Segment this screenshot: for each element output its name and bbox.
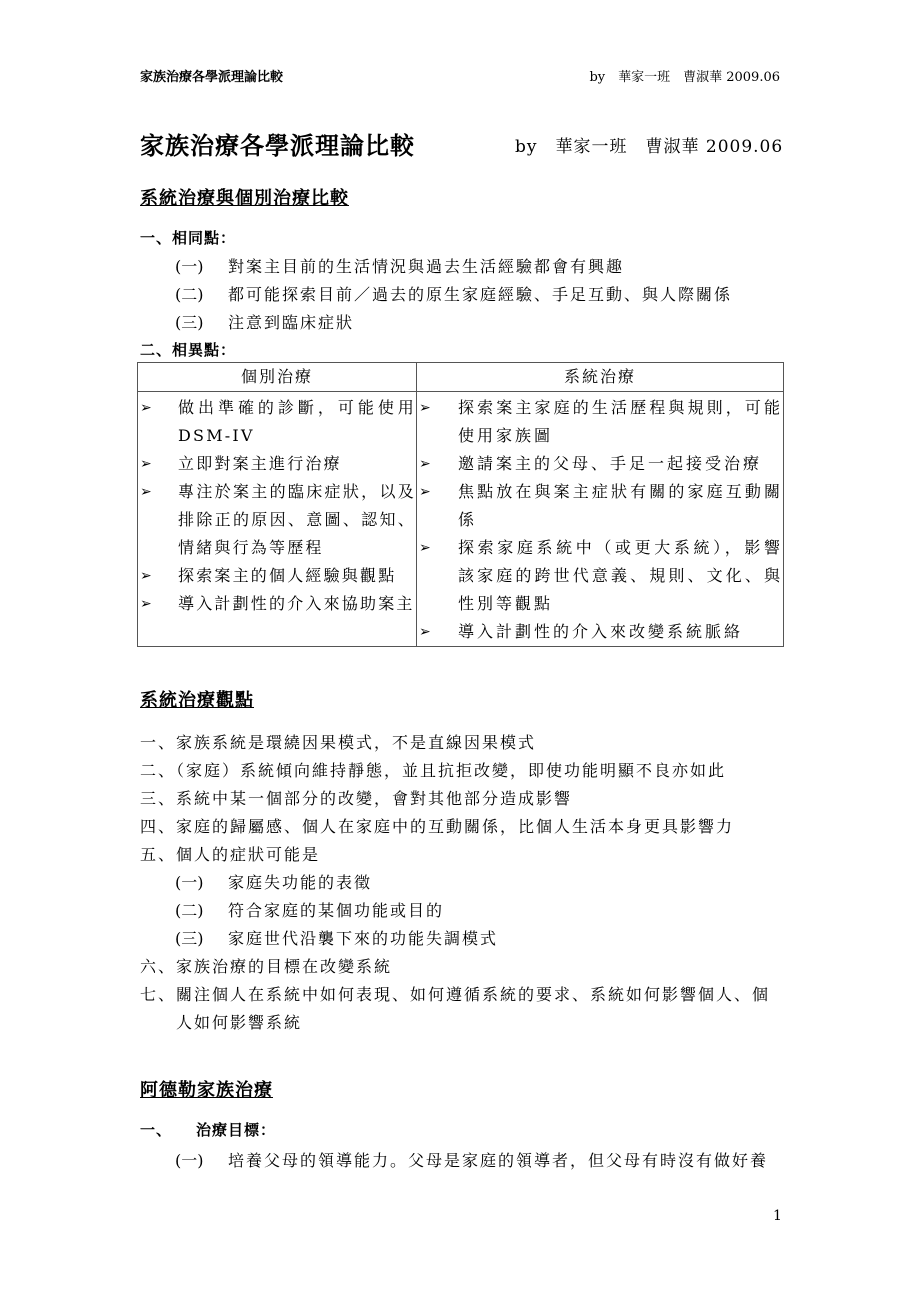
column-header-individual: 個別治療: [138, 363, 417, 392]
arrow-bullet-icon: ➢: [419, 624, 431, 640]
arrow-bullet-icon: ➢: [140, 568, 152, 584]
sub-list-item: (三) 家庭世代沿襲下來的功能失調模式: [175, 929, 499, 948]
table-list-item: ➢ 焦點放在與案主症狀有關的家庭互動關係: [417, 478, 783, 534]
section-heading-systemic-view: 系統治療觀點: [140, 690, 254, 711]
similar-item: (三) 注意到臨床症狀: [175, 313, 355, 332]
comparison-table: [137, 362, 784, 647]
list-item-continuation: 人如何影響系統: [176, 1013, 303, 1032]
difference-heading: 二、相異點：: [140, 341, 237, 359]
similar-item: (二) 都可能探索目前／過去的原生家庭經驗、手足互動、與人際關係: [175, 285, 733, 304]
arrow-bullet-icon: ➢: [140, 484, 152, 500]
table-list-item: ➢ 做出準確的診斷，可能使用DSM-IV: [138, 394, 416, 450]
page-number: 1: [773, 1208, 782, 1224]
goal-heading: 一、 治療目標：: [140, 1121, 277, 1139]
sub-list-item: (二) 符合家庭的某個功能或目的: [175, 901, 445, 920]
table-list-item: ➢ 導入計劃性的介入來協助案主: [138, 590, 416, 618]
section-heading-comparison: 系統治療與個別治療比較: [140, 188, 349, 209]
arrow-bullet-icon: ➢: [419, 484, 431, 500]
title-byline: by 華家一班 曹淑華 2009.06: [515, 137, 784, 157]
similar-heading: 一、相同點：: [140, 229, 237, 247]
individual-therapy-cell: [138, 392, 417, 647]
systemic-therapy-cell: [417, 392, 784, 647]
list-item: 六、家族治療的目標在改變系統: [140, 957, 393, 976]
table-list-item: ➢ 探索家庭系統中（或更大系統），影響該家庭的跨世代意義、規則、文化、與性別等觀點: [417, 534, 783, 618]
similar-item: (一) 對案主目前的生活情況與過去生活經驗都會有興趣: [175, 257, 625, 276]
list-item: 五、個人的症狀可能是: [140, 845, 321, 864]
table-list-item: ➢ 探索案主家庭的生活歷程與規則，可能使用家族圖: [417, 394, 783, 450]
table-list-item: ➢ 立即對案主進行治療: [138, 450, 416, 478]
list-item: 二、（家庭）系統傾向維持靜態，並且抗拒改變，即使功能明顯不良亦如此: [140, 761, 727, 780]
arrow-bullet-icon: ➢: [140, 596, 152, 612]
column-header-systemic: 系統治療: [417, 363, 784, 392]
sub-list-item: (一) 家庭失功能的表徵: [175, 873, 373, 892]
list-item: 三、系統中某一個部分的改變，會對其他部分造成影響: [140, 789, 573, 808]
arrow-bullet-icon: ➢: [419, 540, 431, 556]
table-list-item: ➢ 專注於案主的臨床症狀，以及排除正的原因、意圖、認知、情緒與行為等歷程: [138, 478, 416, 562]
page-title: 家族治療各學派理論比較: [140, 131, 415, 160]
arrow-bullet-icon: ➢: [419, 456, 431, 472]
sub-list-item: (一) 培養父母的領導能力。父母是家庭的領導者，但父母有時沒有做好養: [175, 1151, 769, 1170]
arrow-bullet-icon: ➢: [140, 456, 152, 472]
list-item: 七、關注個人在系統中如何表現、如何遵循系統的要求、系統如何影響個人、個: [140, 985, 771, 1004]
table-list-item: ➢ 探索案主的個人經驗與觀點: [138, 562, 416, 590]
arrow-bullet-icon: ➢: [419, 400, 431, 416]
table-list-item: ➢ 導入計劃性的介入來改變系統脈絡: [417, 618, 783, 646]
list-item: 四、家庭的歸屬感、個人在家庭中的互動關係，比個人生活本身更具影響力: [140, 817, 735, 836]
arrow-bullet-icon: ➢: [140, 400, 152, 416]
running-header-title: 家族治療各學派理論比較: [140, 70, 284, 85]
list-item: 一、家族系統是環繞因果模式，不是直線因果模式: [140, 733, 537, 752]
section-heading-adler: 阿德勒家族治療: [140, 1080, 273, 1101]
table-list-item: ➢ 邀請案主的父母、手足一起接受治療: [417, 450, 783, 478]
running-header-author: by 華家一班 曹淑華 2009.06: [589, 70, 780, 85]
